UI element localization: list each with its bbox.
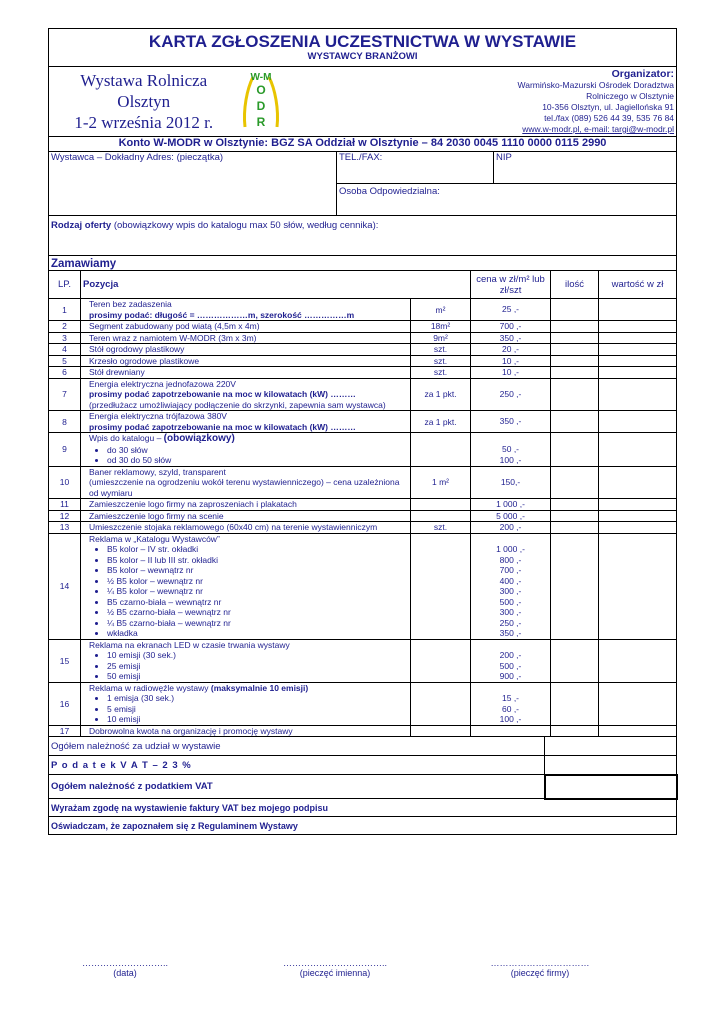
row-position — [81, 367, 411, 379]
row-lp: 3 — [49, 332, 81, 344]
row-qty-input[interactable] — [551, 344, 599, 356]
row-price-value: 300 ,- — [499, 586, 522, 596]
row-bullet: • wkładka — [107, 628, 408, 639]
signature-label: (data) — [113, 968, 137, 978]
row-position-line: Baner reklamowy, szyld, transparent — [89, 466, 226, 477]
row-position — [81, 299, 411, 321]
row-lp: 10 — [49, 466, 81, 499]
organizer-line: Rolniczego w Olsztynie — [586, 91, 675, 101]
row-bullet: • 50 emisji — [107, 671, 408, 682]
table-row — [49, 499, 677, 511]
row-price-value: 25 ,- — [502, 304, 520, 315]
row-value-input[interactable] — [599, 433, 677, 467]
row-bullet: • ¼ B5 kolor – wewnątrz nr — [107, 586, 408, 597]
signature-label: (pieczęć imienna) — [299, 968, 371, 978]
bank-account: Konto W-MODR w Olsztynie: BGZ SA Oddział w Olsztynie – 84 2030 0045 1110 0000 0115 2990 — [49, 137, 677, 152]
offer-type-field[interactable] — [49, 216, 677, 256]
row-price — [471, 332, 551, 344]
totals-table — [48, 736, 678, 835]
row-price — [471, 411, 551, 433]
row-value-input[interactable] — [599, 321, 677, 333]
row-price-value: 900 ,- — [499, 671, 522, 681]
row-position-line: Umieszczenie stojaka reklamowego (60x40 cm) na terenie wystawienniczym — [89, 522, 378, 532]
row-price — [471, 682, 551, 725]
row-bullet: • B5 kolor – wewnątrz nr — [107, 565, 408, 576]
row-value-input[interactable] — [599, 522, 677, 534]
row-price-value: 500 ,- — [499, 596, 522, 607]
table-row — [49, 533, 677, 639]
row-position — [81, 522, 411, 534]
exhibitor-table — [48, 151, 677, 271]
row-price-value: 200 ,- — [499, 650, 522, 660]
row-price-value: 500 ,- — [499, 660, 522, 671]
row-value-input[interactable] — [599, 466, 677, 499]
row-price-value: 100 ,- — [499, 454, 522, 465]
row-price — [471, 510, 551, 522]
signature-dots: …………………………… — [490, 958, 590, 968]
total-gross-label: Ogółem należność z podatkiem VAT — [49, 775, 545, 799]
row-price — [471, 344, 551, 356]
table-row — [49, 639, 677, 682]
signature-dots: ……………………….. — [81, 958, 168, 968]
row-price-value: 15 ,- — [502, 693, 520, 703]
svg-text:D: D — [256, 99, 265, 113]
table-row — [49, 725, 677, 737]
row-unit — [411, 510, 471, 522]
row-value-input[interactable] — [599, 499, 677, 511]
row-value-input[interactable] — [599, 411, 677, 433]
row-price — [471, 299, 551, 321]
table-row — [49, 510, 677, 522]
row-value-input[interactable] — [599, 344, 677, 356]
row-qty-input[interactable] — [551, 682, 599, 725]
row-bullet-list — [89, 693, 408, 725]
row-position-line: Krzesło ogrodowe plastikowe — [89, 355, 200, 366]
row-price — [471, 499, 551, 511]
col-qty: ilość — [551, 271, 599, 299]
row-lp: 11 — [49, 499, 81, 511]
contact-person-label: Osoba Odpowiedzialna: — [339, 186, 440, 197]
organizer-block — [331, 69, 675, 135]
row-qty-input[interactable] — [551, 433, 599, 467]
row-position-line: Wpis do katalogu – (obowiązkowy) — [89, 433, 235, 444]
row-position — [81, 355, 411, 367]
row-value-input[interactable] — [599, 299, 677, 321]
row-lp: 15 — [49, 639, 81, 682]
row-value-input[interactable] — [599, 332, 677, 344]
row-position — [81, 332, 411, 344]
items-body — [49, 299, 677, 737]
row-price-value: 350 ,- — [499, 332, 522, 343]
vat-label-text: P o d a t e k V A T – 2 3 % — [51, 759, 192, 771]
row-price-value: 150,- — [500, 477, 521, 487]
table-row — [49, 682, 677, 725]
wmodr-logo — [241, 69, 281, 129]
row-position-line: (umieszczenie na ogrodzeniu wokół terenu wystawienniczego) – cena uzależniona od wymiaru — [89, 477, 400, 498]
row-position — [81, 682, 411, 725]
table-row — [49, 299, 677, 321]
row-bullet: • od 30 do 50 słów — [107, 455, 408, 466]
exhibitor-address-field[interactable]: Wystawca – Dokładny Adres: (pieczątka) — [49, 152, 337, 216]
row-position — [81, 321, 411, 333]
row-value-input[interactable] — [599, 355, 677, 367]
row-position-line: Stół ogrodowy plastikowy — [89, 344, 185, 354]
table-row — [49, 332, 677, 344]
row-price — [471, 522, 551, 534]
row-price — [471, 639, 551, 682]
row-bullet: • B5 kolor – IV str. okładki — [107, 544, 408, 555]
row-bullet-list — [89, 445, 408, 466]
row-position-line: Teren wraz z namiotem W-MODR (3m x 3m) — [89, 332, 257, 343]
row-lp: 14 — [49, 533, 81, 639]
offer-type-hint: (obowiązkowy wpis do katalogu max 50 słów, według cennika): — [111, 220, 379, 231]
row-price-value: 50 ,- — [502, 444, 520, 454]
row-position-line: Reklama w radiowęźle wystawy (maksymalnie 10 emisji) — [89, 682, 309, 693]
row-lp: 16 — [49, 682, 81, 725]
row-qty-input[interactable] — [551, 533, 599, 639]
form-page — [48, 28, 676, 835]
table-row — [49, 466, 677, 499]
row-position-line: prosimy podać zapotrzebowanie na moc w kilowatach (kW) ……… — [89, 389, 356, 399]
row-price-value: 5 000 ,- — [496, 510, 525, 521]
row-price-value: 700 ,- — [499, 321, 522, 331]
table-row — [49, 321, 677, 333]
row-price — [471, 725, 551, 737]
nip-field[interactable]: NIP — [494, 152, 677, 184]
row-price-value: 700 ,- — [499, 565, 522, 575]
row-price — [471, 378, 551, 411]
row-position — [81, 510, 411, 522]
vat-consent: Wyrażam zgodę na wystawienie faktury VAT bez mojego podpisu — [49, 799, 677, 817]
row-price-value: 100 ,- — [499, 714, 522, 724]
form-subtitle: WYSTAWCY BRANŻOWI — [307, 51, 418, 62]
row-value-input[interactable] — [599, 639, 677, 682]
signature-date[interactable] — [70, 958, 180, 978]
table-row — [49, 344, 677, 356]
row-price-value: 300 ,- — [499, 607, 522, 617]
total-net-label: Ogółem należność za udział w wystawie — [49, 737, 545, 756]
row-value-input[interactable] — [599, 533, 677, 639]
order-title-text: Zamawiamy — [51, 258, 117, 270]
row-unit — [411, 639, 471, 682]
row-position-line: (przedłużacz umożliwiający podłączenie do skrzynki, zapewnia sam wystawca) — [89, 399, 386, 410]
row-position-line: Zamieszczenie logo firmy na scenie — [89, 510, 224, 521]
row-price — [471, 367, 551, 379]
row-bullet: • 1 emisja (30 sek.) — [107, 693, 408, 704]
row-qty-input[interactable] — [551, 466, 599, 499]
row-price-value — [473, 726, 548, 737]
row-bullet: • 10 emisji — [107, 714, 408, 725]
event-name: Wystawa Rolnicza — [80, 71, 208, 90]
row-bullet: • 10 emisji (30 sek.) — [107, 650, 408, 661]
table-row — [49, 411, 677, 433]
total-gross-value[interactable] — [545, 775, 677, 799]
row-price — [471, 355, 551, 367]
contact-person-field[interactable] — [337, 184, 677, 216]
header-table — [48, 28, 677, 152]
row-qty-input[interactable] — [551, 725, 599, 737]
row-price-value: 350 ,- — [499, 416, 522, 427]
row-unit: 18m² — [411, 321, 471, 333]
row-price-value: 10 ,- — [502, 367, 520, 377]
row-unit: za 1 pkt. — [411, 411, 471, 433]
signature-dots: …………………………….. — [282, 958, 387, 968]
row-unit — [411, 682, 471, 725]
row-bullet: • B5 kolor – II lub III str. okładki — [107, 555, 408, 566]
organizer-label: Organizator: — [611, 68, 675, 80]
row-qty-input[interactable] — [551, 332, 599, 344]
vat-label — [49, 756, 545, 775]
row-position — [81, 433, 411, 467]
row-unit: 9m² — [411, 332, 471, 344]
event-date: 1-2 września 2012 r. — [74, 113, 214, 132]
row-price-value: 250 ,- — [499, 389, 522, 399]
table-row — [49, 522, 677, 534]
row-position-line: prosimy podać zapotrzebowanie na moc w kilowatach (kW) ……… — [89, 421, 356, 432]
row-lp: 7 — [49, 378, 81, 411]
row-unit: szt. — [411, 344, 471, 356]
row-bullet: • ¼ B5 czarno-biała – wewnątrz nr — [107, 618, 408, 629]
row-bullet-list — [89, 544, 408, 639]
table-row — [49, 367, 677, 379]
row-lp: 13 — [49, 522, 81, 534]
row-bullet: • do 30 słów — [107, 445, 408, 456]
row-price-value: 800 ,- — [499, 554, 522, 565]
row-unit: szt. — [411, 367, 471, 379]
row-price-value: 400 ,- — [499, 575, 522, 586]
items-table — [48, 270, 677, 737]
row-lp: 2 — [49, 321, 81, 333]
total-net-value[interactable] — [545, 737, 677, 756]
row-unit — [411, 725, 471, 737]
row-qty-input[interactable] — [551, 321, 599, 333]
row-position-line: Zamieszczenie logo firmy na zaproszeniach i plakatach — [89, 499, 297, 509]
row-bullet: • 25 emisji — [107, 661, 408, 672]
row-position — [81, 344, 411, 356]
row-position — [81, 466, 411, 499]
rules-consent: Oświadczam, że zapoznałem się z Regulaminem Wystawy — [49, 817, 677, 835]
signature-label: (pieczęć firmy) — [510, 968, 570, 978]
offer-type-label: Rodzaj oferty — [51, 220, 112, 231]
row-price-value: 350 ,- — [499, 628, 522, 638]
col-price: cena w zł/m² lub zł/szt — [471, 271, 551, 299]
row-position-line: Teren bez zadaszenia — [89, 299, 172, 309]
row-position-line: Stół drewniany — [89, 367, 145, 377]
tel-fax-field[interactable]: TEL./FAX: — [337, 152, 494, 184]
row-value-input[interactable] — [599, 367, 677, 379]
form-title: KARTA ZGŁOSZENIA UCZESTNICTWA W WYSTAWIE — [148, 32, 577, 51]
row-bullet: • ½ B5 kolor – wewnątrz nr — [107, 576, 408, 587]
order-title — [49, 256, 677, 271]
organizer-line: 10-356 Olsztyn, ul. Jagiellońska 91 — [542, 102, 675, 112]
row-position — [81, 411, 411, 433]
row-price-value: 1 000 ,- — [496, 544, 525, 554]
col-pos-label: Pozycja — [83, 279, 119, 290]
row-bullet: • 5 emisji — [107, 704, 408, 715]
row-price — [471, 321, 551, 333]
row-unit: za 1 pkt. — [411, 378, 471, 411]
vat-value[interactable] — [545, 756, 677, 775]
row-position-line: Dobrowolna kwota na organizację i promocję wystawy — [89, 725, 293, 736]
row-position — [81, 725, 411, 737]
row-qty-input[interactable] — [551, 355, 599, 367]
row-price — [471, 466, 551, 499]
row-qty-input[interactable] — [551, 510, 599, 522]
col-lp: LP. — [49, 271, 81, 299]
row-unit: szt. — [411, 355, 471, 367]
row-price — [471, 533, 551, 639]
organizer-website-email[interactable]: www.w-modr.pl, e-mail: targi@w-modr.pl — [522, 124, 675, 134]
svg-text:W-M: W-M — [250, 72, 271, 83]
row-value-input[interactable] — [599, 725, 677, 737]
row-qty-input[interactable] — [551, 522, 599, 534]
svg-text:O: O — [255, 83, 266, 97]
row-price-value: 1 000 ,- — [496, 499, 525, 509]
row-position-line: Segment zabudowany pod wiatą (4,5m x 4m) — [89, 321, 260, 331]
row-unit: szt. — [411, 522, 471, 534]
row-position-line: Reklama na ekranach LED w czasie trwania wystawy — [89, 639, 290, 650]
row-unit — [411, 433, 471, 467]
row-price — [471, 433, 551, 467]
row-price-value: 20 ,- — [502, 344, 520, 354]
row-lp: 12 — [49, 510, 81, 522]
signature-name-stamp[interactable] — [260, 958, 410, 978]
col-value: wartość w zł — [599, 271, 677, 299]
row-bullet: • ½ B5 czarno-biała – wewnątrz nr — [107, 607, 408, 618]
row-price-value: 10 ,- — [502, 355, 520, 366]
row-lp: 1 — [49, 299, 81, 321]
row-price-value: 250 ,- — [499, 617, 522, 628]
row-qty-input[interactable] — [551, 299, 599, 321]
row-qty-input[interactable] — [551, 639, 599, 682]
row-bullet: • B5 czarno-biała – wewnątrz nr — [107, 597, 408, 608]
row-lp: 9 — [49, 433, 81, 467]
row-position-line: Energia elektryczna jednofazowa 220V — [89, 378, 236, 389]
row-value-input[interactable] — [599, 510, 677, 522]
table-row — [49, 355, 677, 367]
event-city: Olsztyn — [117, 92, 171, 111]
row-lp: 4 — [49, 344, 81, 356]
organizer-line: tel./fax (089) 526 44 39, 535 76 84 — [544, 113, 675, 123]
row-lp: 5 — [49, 355, 81, 367]
row-unit: m² — [411, 299, 471, 321]
row-qty-input[interactable] — [551, 378, 599, 411]
row-position — [81, 533, 411, 639]
signature-company-stamp[interactable] — [475, 958, 605, 978]
row-position — [81, 378, 411, 411]
row-price-value: 200 ,- — [499, 522, 522, 532]
row-qty-input[interactable] — [551, 411, 599, 433]
col-pos — [81, 271, 471, 299]
row-price-value: 60 ,- — [502, 703, 520, 714]
row-position-line: prosimy podać: długość = ………………m, szerokość ……………m — [89, 309, 355, 320]
row-unit — [411, 499, 471, 511]
table-row — [49, 433, 677, 467]
row-value-input[interactable] — [599, 378, 677, 411]
row-position-line: Reklama w „Katalogu Wystawców” — [89, 533, 220, 544]
row-unit — [411, 533, 471, 639]
row-position — [81, 499, 411, 511]
svg-text:R: R — [256, 115, 265, 129]
row-lp: 8 — [49, 411, 81, 433]
table-row — [49, 378, 677, 411]
row-lp: 17 — [49, 725, 81, 737]
row-qty-input[interactable] — [551, 499, 599, 511]
row-lp: 6 — [49, 367, 81, 379]
row-qty-input[interactable] — [551, 367, 599, 379]
organizer-line: Warmińsko-Mazurski Ośrodek Doradztwa — [517, 80, 675, 90]
row-bullet-list — [89, 650, 408, 682]
row-position-line: Energia elektryczna trójfazowa 380V — [89, 411, 227, 421]
row-unit: 1 m² — [411, 466, 471, 499]
row-position — [81, 639, 411, 682]
row-value-input[interactable] — [599, 682, 677, 725]
